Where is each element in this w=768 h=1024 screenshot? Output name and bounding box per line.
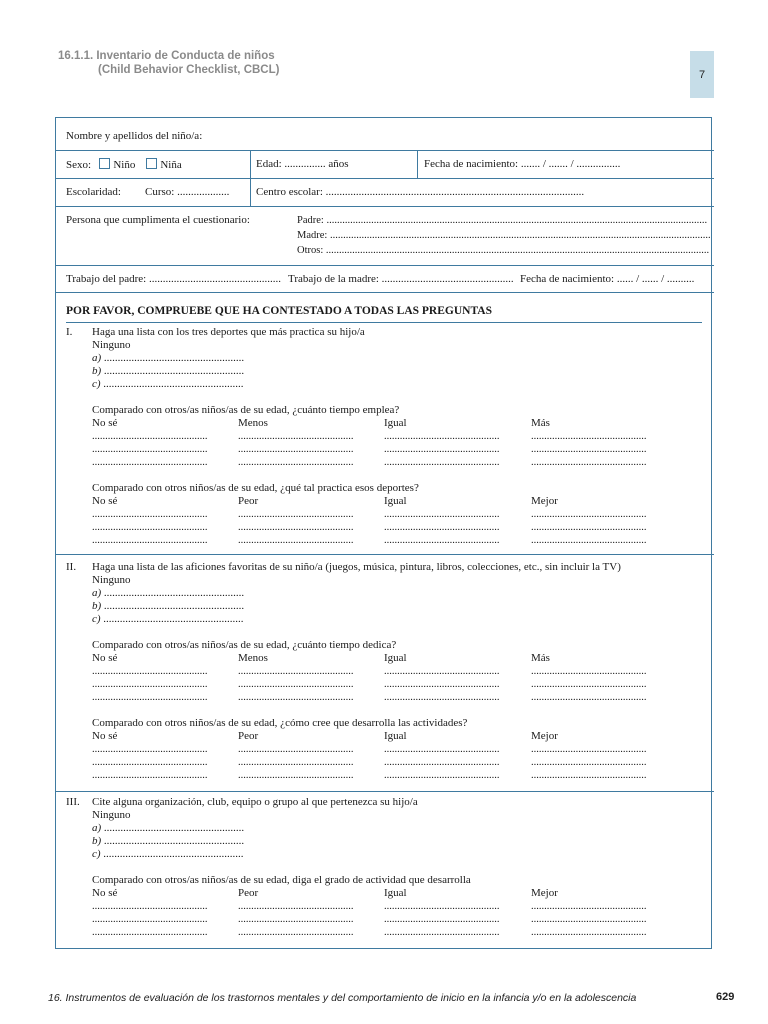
list-item-c[interactable] (92, 848, 244, 861)
answer-line[interactable]: ............................................ (238, 744, 354, 755)
answer-line[interactable]: ............................................ (92, 901, 208, 912)
section-title: Haga una lista de las aficiones favoritas de su niño/a (juegos, música, pintura, libros, colecciones, etc., sin incluir la TV) (92, 561, 621, 573)
section-number: II. (66, 561, 77, 573)
item-letter: b) (92, 835, 102, 847)
heading-line-2: (Child Behavior Checklist, CBCL) (98, 64, 280, 76)
answer-line[interactable]: ............................................ (92, 535, 208, 546)
answer-line[interactable]: ............................................ (92, 522, 208, 533)
section-heading (58, 49, 279, 77)
answer-line[interactable]: ............................................ (531, 927, 647, 938)
item-line: ................................................... (103, 835, 245, 847)
answer-line[interactable]: ............................................ (238, 522, 354, 533)
item-letter: a) (92, 352, 102, 364)
answer-line[interactable]: ............................................ (531, 901, 647, 912)
school-field[interactable]: Centro escolar: .............................................................................................. (256, 186, 585, 198)
page-footer: 16. Instrumentos de evaluación de los trastornos mentales y del comportamiento de inicio en la infancia y/o en la adolescencia (48, 992, 637, 1004)
answer-line[interactable]: ............................................ (384, 457, 500, 468)
item-line: ................................................... (103, 848, 244, 860)
item-line: ................................................... (103, 613, 244, 625)
answer-line[interactable]: ............................................ (92, 770, 208, 781)
divider (55, 791, 714, 792)
answer-line[interactable]: ............................................ (384, 522, 500, 533)
answer-line[interactable]: ............................................ (92, 666, 208, 677)
answer-line[interactable]: ............................................ (384, 914, 500, 925)
answer-line[interactable]: ............................................ (92, 509, 208, 520)
answer-line[interactable]: ............................................ (531, 509, 647, 520)
answer-line[interactable]: ............................................ (531, 770, 647, 781)
item-letter: b) (92, 600, 102, 612)
answer-line[interactable]: ............................................ (531, 431, 647, 442)
col-header: Peor (238, 730, 259, 742)
answer-line[interactable]: ............................................ (238, 444, 354, 455)
answer-line[interactable]: ............................................ (238, 431, 354, 442)
col-header: Peor (238, 495, 259, 507)
father-job-field[interactable]: Trabajo del padre: ................................................ (66, 273, 281, 285)
list-item-b[interactable] (92, 600, 244, 613)
item-line: ................................................... (103, 365, 245, 377)
none-option[interactable]: Ninguno (92, 574, 131, 586)
col-header: No sé (92, 417, 118, 429)
answer-line[interactable]: ............................................ (384, 770, 500, 781)
sex-label: Sexo: (66, 159, 92, 171)
col-header: Menos (238, 652, 268, 664)
col-header: Igual (384, 417, 407, 429)
col-header: No sé (92, 652, 118, 664)
col-header: Más (531, 417, 550, 429)
list-item-a[interactable] (92, 587, 244, 600)
divider (55, 206, 714, 207)
notice-heading: POR FAVOR, COMPRUEBE QUE HA CONTESTADO A TODAS LAS PREGUNTAS (66, 305, 492, 317)
none-option[interactable]: Ninguno (92, 339, 131, 351)
item-letter: c) (92, 378, 101, 390)
answer-line[interactable]: ............................................ (92, 679, 208, 690)
col-header: No sé (92, 887, 118, 899)
schooling-label: Escolaridad: (66, 186, 121, 198)
birth-date-field-2[interactable]: Fecha de nacimiento: ...... / ...... / .......... (520, 273, 695, 285)
answer-line[interactable]: ............................................ (384, 927, 500, 938)
respondent-label: Persona que cumplimenta el cuestionario: (66, 214, 250, 226)
age-field[interactable]: Edad: ............... años (256, 158, 349, 170)
answer-line[interactable]: ............................................ (238, 509, 354, 520)
col-header: Igual (384, 495, 407, 507)
col-header: Mejor (531, 730, 558, 742)
answer-line[interactable]: ............................................ (531, 444, 647, 455)
list-item-a[interactable] (92, 352, 244, 365)
answer-line[interactable]: ............................................ (92, 914, 208, 925)
answer-line[interactable]: ............................................ (238, 901, 354, 912)
col-header: Menos (238, 417, 268, 429)
answer-line[interactable]: ............................................ (384, 666, 500, 677)
mother-field[interactable]: Madre: ................................................................................................................................................. (297, 230, 711, 241)
col-header: Igual (384, 652, 407, 664)
list-item-b[interactable] (92, 835, 244, 848)
father-field[interactable]: Padre: ................................................................................................................................................. (297, 215, 708, 226)
answer-line[interactable]: ............................................ (92, 744, 208, 755)
item-line: ................................................... (103, 587, 245, 599)
answer-line[interactable]: ............................................ (238, 914, 354, 925)
section-title: Cite alguna organización, club, equipo o grupo al que pertenezca su hijo/a (92, 796, 418, 808)
answer-line[interactable]: ............................................ (238, 535, 354, 546)
answer-line[interactable]: ............................................ (384, 509, 500, 520)
none-option[interactable]: Ninguno (92, 809, 131, 821)
answer-line[interactable]: ............................................ (92, 444, 208, 455)
answer-line[interactable]: ............................................ (531, 679, 647, 690)
answer-line[interactable]: ............................................ (92, 431, 208, 442)
answer-line[interactable]: ............................................ (238, 757, 354, 768)
col-header: Más (531, 652, 550, 664)
answer-line[interactable]: ............................................ (531, 757, 647, 768)
divider (55, 178, 714, 179)
col-header: No sé (92, 730, 118, 742)
answer-line[interactable]: ............................................ (384, 431, 500, 442)
list-item-c[interactable] (92, 378, 244, 391)
answer-line[interactable]: ............................................ (384, 679, 500, 690)
col-header: Peor (238, 887, 259, 899)
answer-line[interactable]: ............................................ (92, 757, 208, 768)
mother-job-field[interactable]: Trabajo de la madre: ................................................ (288, 273, 514, 285)
answer-line[interactable]: ............................................ (531, 522, 647, 533)
answer-line[interactable]: ............................................ (238, 457, 354, 468)
item-line: ................................................... (103, 378, 244, 390)
answer-line[interactable]: ............................................ (238, 927, 354, 938)
divider (55, 554, 714, 555)
answer-line[interactable]: ............................................ (92, 692, 208, 703)
col-header: Mejor (531, 887, 558, 899)
item-letter: a) (92, 587, 102, 599)
page-number: 629 (716, 991, 735, 1003)
divider (55, 150, 714, 151)
list-item-a[interactable] (92, 822, 244, 835)
name-field-label[interactable]: Nombre y apellidos del niño/a: (66, 130, 203, 142)
chapter-tab: 7 (690, 51, 714, 98)
answer-line[interactable]: ............................................ (92, 457, 208, 468)
comparison-question: Comparado con otros/as niños/as de su edad, diga el grado de actividad que desarrolla (92, 874, 471, 886)
girl-checkbox[interactable] (146, 158, 157, 169)
comparison-question: Comparado con otros niños/as de su edad, ¿qué tal practica esos deportes? (92, 482, 419, 494)
notice-underline (66, 322, 702, 323)
birth-date-field[interactable]: Fecha de nacimiento: ....... / ....... / ................ (424, 158, 621, 170)
col-header: Mejor (531, 495, 558, 507)
item-line: ................................................... (103, 822, 245, 834)
col-header: Igual (384, 887, 407, 899)
answer-line[interactable]: ............................................ (238, 770, 354, 781)
comparison-question: Comparado con otros niños/as de su edad, ¿cómo cree que desarrolla las actividades? (92, 717, 468, 729)
item-letter: c) (92, 848, 101, 860)
comparison-question: Comparado con otros/as niños/as de su edad, ¿cuánto tiempo dedica? (92, 639, 397, 651)
answer-line[interactable]: ............................................ (92, 927, 208, 938)
answer-line[interactable]: ............................................ (384, 901, 500, 912)
comparison-question: Comparado con otros/as niños/as de su edad, ¿cuánto tiempo emplea? (92, 404, 400, 416)
item-line: ................................................... (103, 600, 245, 612)
boy-label: Niño (113, 159, 136, 171)
answer-line[interactable]: ............................................ (384, 444, 500, 455)
col-header: Igual (384, 730, 407, 742)
answer-line[interactable]: ............................................ (384, 692, 500, 703)
answer-line[interactable]: ............................................ (531, 457, 647, 468)
item-letter: a) (92, 822, 102, 834)
other-field[interactable]: Otros: .................................................................................................................................................. (297, 245, 710, 256)
answer-line[interactable]: ............................................ (384, 744, 500, 755)
girl-label: Niña (160, 159, 182, 171)
col-header: No sé (92, 495, 118, 507)
answer-line[interactable]: ............................................ (531, 744, 647, 755)
answer-line[interactable]: ............................................ (531, 692, 647, 703)
answer-line[interactable]: ............................................ (238, 692, 354, 703)
answer-line[interactable]: ............................................ (238, 679, 354, 690)
item-letter: c) (92, 613, 101, 625)
answer-line[interactable]: ............................................ (384, 757, 500, 768)
divider (417, 150, 418, 178)
divider (250, 150, 251, 206)
section-number: III. (66, 796, 80, 808)
divider (55, 265, 714, 266)
boy-checkbox[interactable] (99, 158, 110, 169)
answer-line[interactable]: ............................................ (531, 914, 647, 925)
answer-line[interactable]: ............................................ (531, 666, 647, 677)
answer-line[interactable]: ............................................ (384, 535, 500, 546)
answer-line[interactable]: ............................................ (238, 666, 354, 677)
item-letter: b) (92, 365, 102, 377)
grade-field[interactable]: Curso: ................... (145, 186, 230, 198)
item-line: ................................................... (103, 352, 245, 364)
heading-line-1: 16.1.1. Inventario de Conducta de niños (58, 50, 275, 62)
sex-field[interactable] (66, 158, 182, 172)
list-item-b[interactable] (92, 365, 244, 378)
section-title: Haga una lista con los tres deportes que más practica su hijo/a (92, 326, 365, 338)
list-item-c[interactable] (92, 613, 244, 626)
section-number: I. (66, 326, 73, 338)
divider (55, 292, 714, 293)
answer-line[interactable]: ............................................ (531, 535, 647, 546)
